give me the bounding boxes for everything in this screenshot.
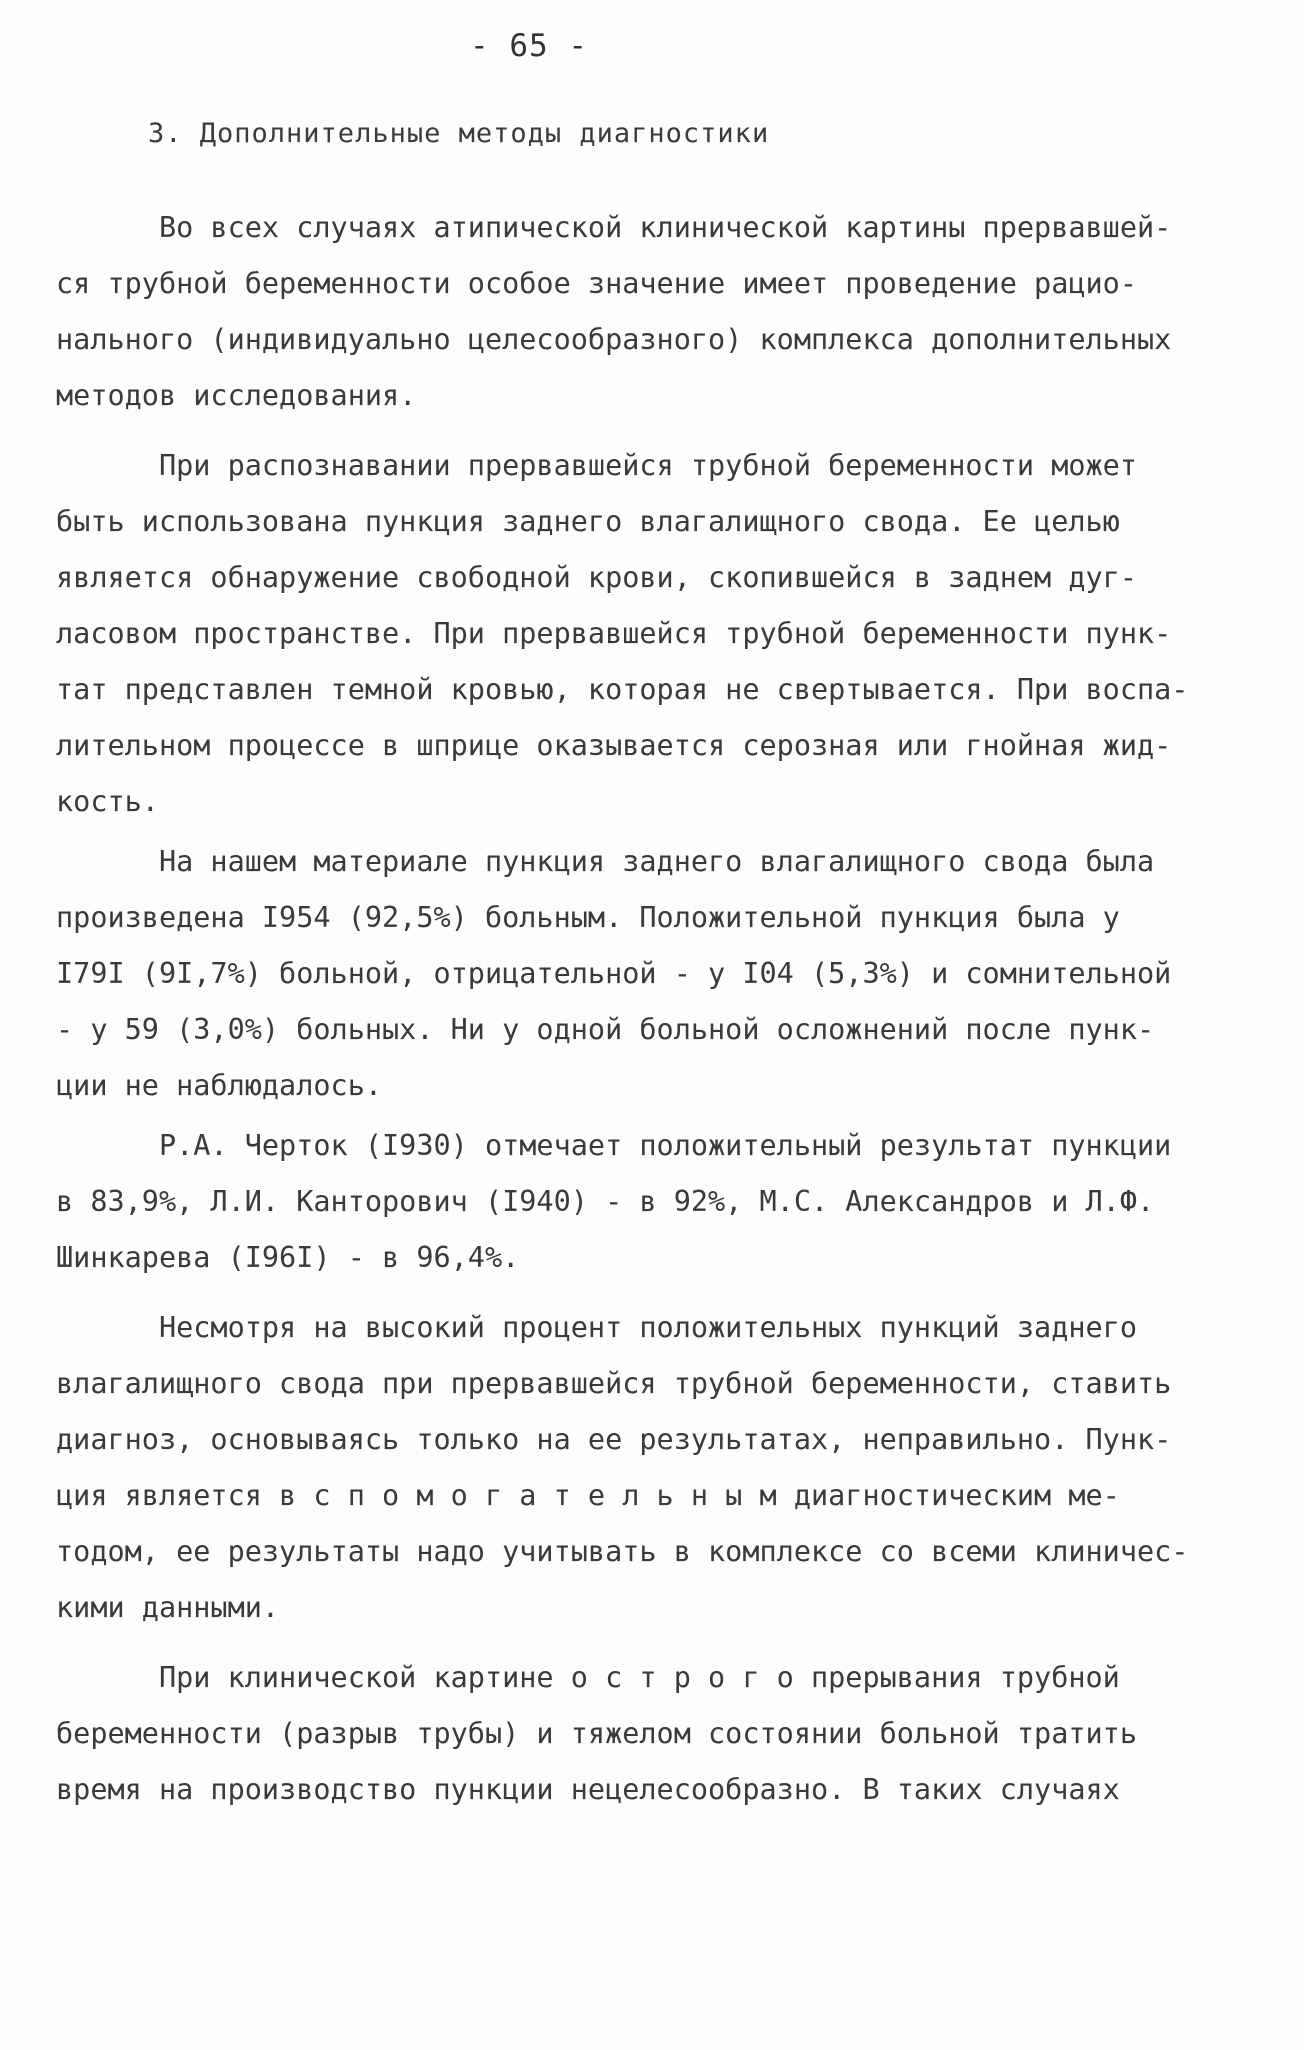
text-line: кость. [56,785,159,818]
paragraph-4 [56,1118,1256,1286]
page-number: - 65 - [470,28,588,64]
text-line: влагалищного свода при прервавшейся трубной беременности, ставить [56,1367,1172,1400]
text-line: I79I (9I,7%) больной, отрицательной - у I04 (5,3%) и сомнительной [56,957,1172,990]
text-line: диагноз, основываясь только на ее результатах, неправильно. Пунк- [56,1423,1172,1456]
text-line: Несмотря на высокий процент положительных пункций заднего [56,1311,1137,1344]
body-text [56,200,1256,1818]
text-line: беременности (разрыв трубы) и тяжелом состоянии больной тратить [56,1717,1137,1750]
text-line: При распознавании прервавшейся трубной беременности может [56,449,1137,482]
text-line: - у 59 (3,0%) больных. Ни у одной больной осложнений после пунк- [56,1013,1155,1046]
text-line: Во всех случаях атипической клинической картины прервавшей- [56,211,1172,244]
text-line: быть использована пункция заднего влагалищного свода. Ее целью [56,505,1120,538]
text-line: тат представлен темной кровью, которая не свертывается. При воспа- [56,673,1189,706]
text-line: ся трубной беременности особое значение имеет проведение рацио- [56,267,1137,300]
text-line: ласовом пространстве. При прервавшейся трубной беременности пунк- [56,617,1172,650]
text-line: ция является в с п о м о г а т е л ь н ы м диагностическим ме- [56,1479,1120,1512]
text-line: является обнаружение свободной крови, скопившейся в заднем дуг- [56,561,1137,594]
text-line: время на производство пункции нецелесообразно. В таких случаях [56,1773,1120,1806]
text-line: ции не наблюдалось. [56,1069,383,1102]
text-line: в 83,9%, Л.И. Канторович (I940) - в 92%, М.С. Александров и Л.Ф. [56,1185,1155,1218]
text-line: лительном процессе в шприце оказывается серозная или гнойная жид- [56,729,1172,762]
text-line: нального (индивидуально целесообразного) комплекса дополнительных [56,323,1172,356]
paragraph-2 [56,438,1256,830]
text-line: При клинической картине о с т р о г о прерывания трубной [56,1661,1120,1694]
paragraph-5 [56,1300,1256,1636]
text-line: методов исследования. [56,379,417,412]
text-line: кими данными. [56,1591,280,1624]
paragraph-3 [56,834,1256,1114]
text-line: произведена I954 (92,5%) больным. Положительной пункция была у [56,901,1120,934]
text-line: На нашем материале пункция заднего влагалищного свода была [56,845,1155,878]
text-line: тодом, ее результаты надо учитывать в комплексе со всеми клиничес- [56,1535,1189,1568]
text-line: Шинкарева (I96I) - в 96,4%. [56,1241,520,1274]
paragraph-1 [56,200,1256,424]
text-line: Р.А. Черток (I930) отмечает положительный результат пункции [56,1129,1172,1162]
section-title: 3. Дополнительные методы диагностики [148,118,770,149]
paragraph-6 [56,1650,1256,1818]
